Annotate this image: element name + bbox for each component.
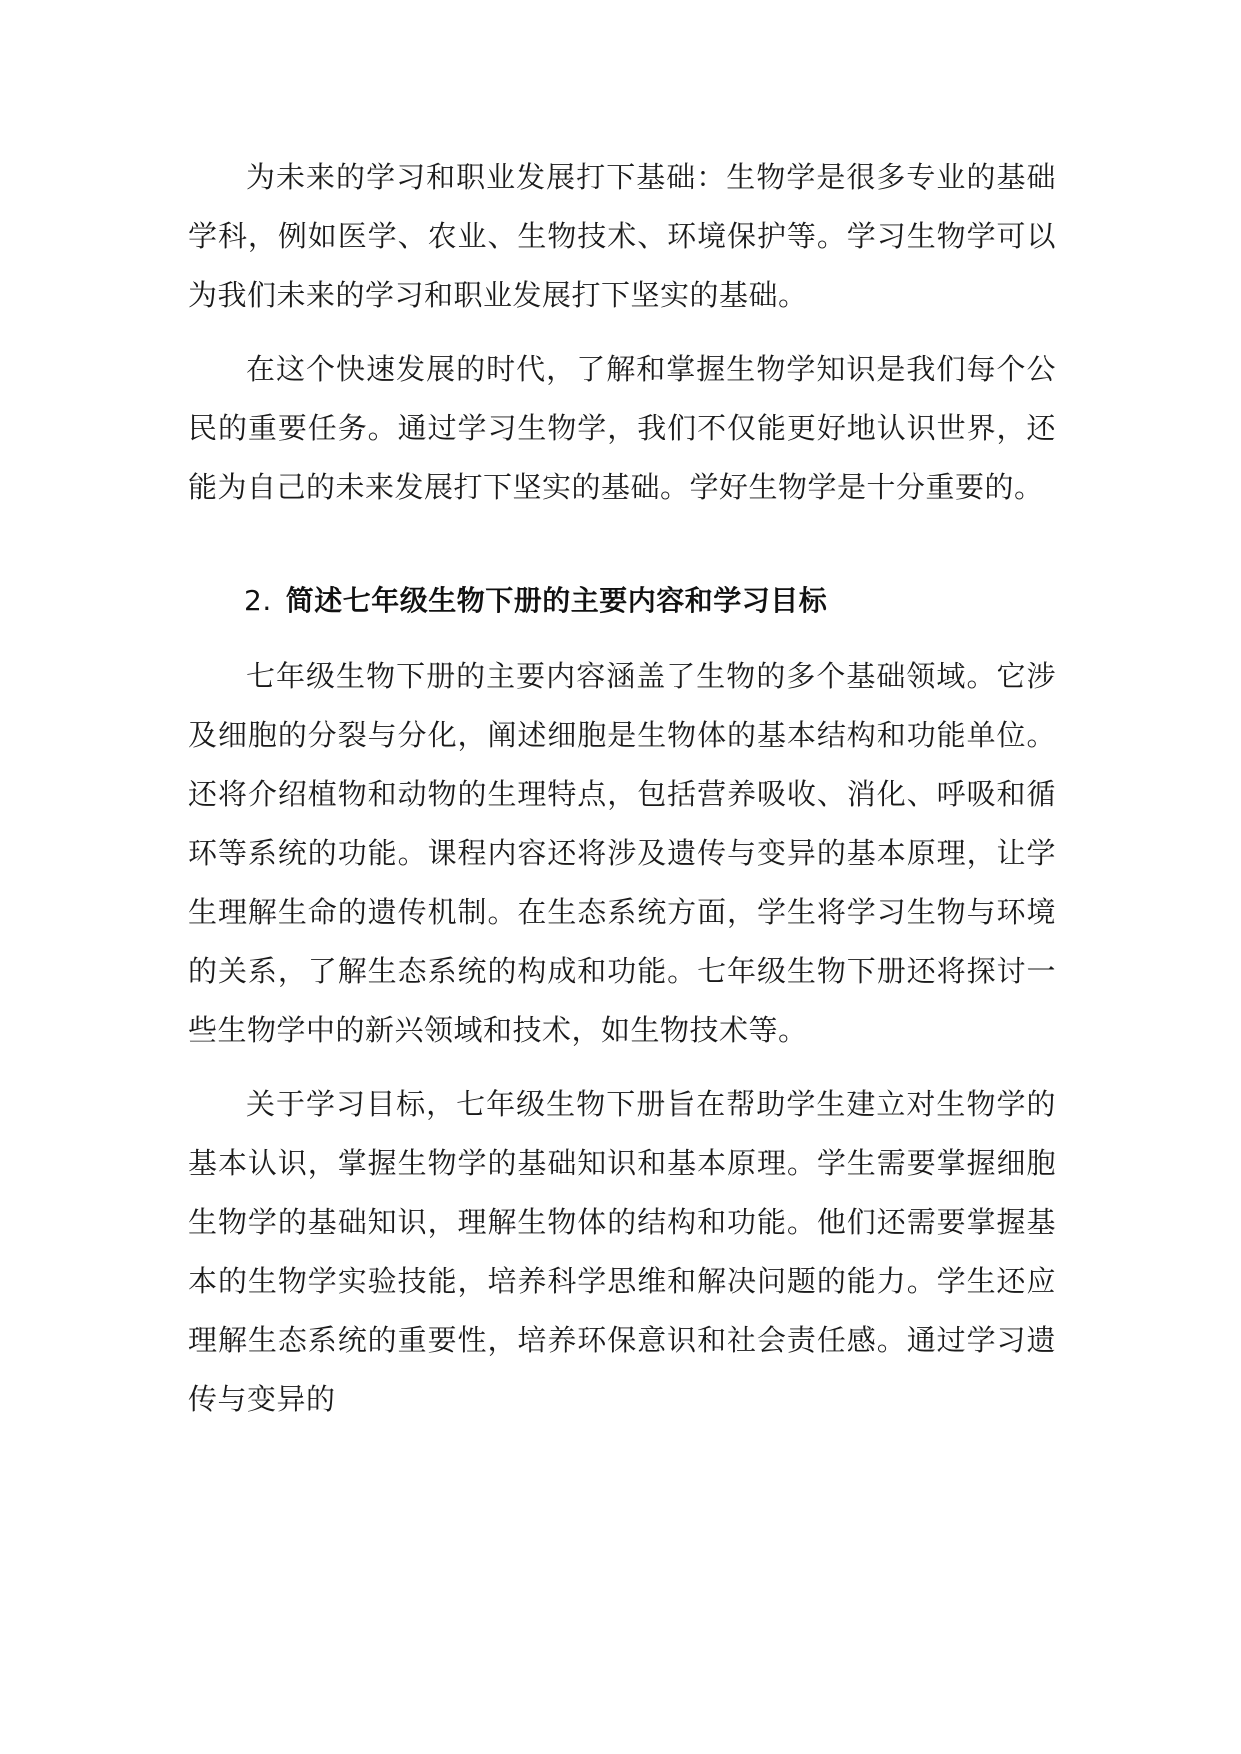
paragraph-main-content: 七年级生物下册的主要内容涵盖了生物的多个基础领域。它涉及细胞的分裂与分化，阐述细胞是生物体的基本结构和功能单位。还将介绍植物和动物的生理特点，包括营养吸收、消化、呼吸和循环等系统的功能。课程内容还将涉及遗传与变异的基本原理，让学生理解生命的遗传机制。在生态系统方面，学生将学习生物与环境的关系，了解生态系统的构成和功能。七年级生物下册还将探讨一些生物学中的新兴领域和技术，如生物技术等。	[188, 659, 1056, 1047]
paragraph-learning-goals: 关于学习目标，七年级生物下册旨在帮助学生建立对生物学的基本认识，掌握生物学的基础知识和基本原理。学生需要掌握细胞生物学的基础知识，理解生物体的结构和功能。他们还需要掌握基本的生物学实验技能，培养科学思维和解决问题的能力。学生还应理解生态系统的重要性，培养环保意识和社会责任感。通过学习遗传与变异的	[188, 1087, 1056, 1416]
section-title: 简述七年级生物下册的主要内容和学习目标	[285, 584, 828, 617]
section-heading	[188, 571, 1056, 630]
paragraph-importance-summary: 在这个快速发展的时代，了解和掌握生物学知识是我们每个公民的重要任务。通过学习生物学，我们不仅能更好地认识世界，还能为自己的未来发展打下坚实的基础。学好生物学是十分重要的。	[188, 352, 1056, 504]
paragraph-career-foundation: 为未来的学习和职业发展打下基础：生物学是很多专业的基础学科，例如医学、农业、生物技术、环境保护等。学习生物学可以为我们未来的学习和职业发展打下坚实的基础。	[188, 160, 1056, 312]
document-body	[188, 148, 1056, 1444]
section-number: 2.	[244, 584, 272, 617]
